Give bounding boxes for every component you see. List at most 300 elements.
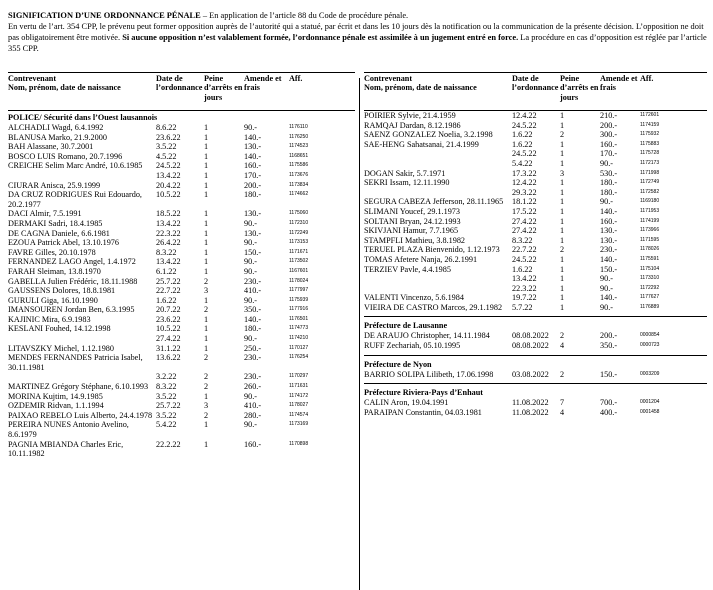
contrevenant-name: SKIVJANI Hamur, 7.7.1965 (364, 226, 459, 236)
table-row (364, 169, 707, 179)
amende-frais: 90.- (244, 257, 257, 267)
contrevenant-name: FARAH Sleiman, 13.8.1970 (8, 266, 101, 276)
ordonnance-date: 5.4.22 (512, 158, 533, 168)
amende-frais: 130.- (244, 228, 262, 238)
table-row (8, 401, 355, 411)
contrevenant-name-empty (364, 188, 512, 198)
table-row (8, 420, 355, 439)
ordonnance-date: 13.6.22 (156, 353, 181, 363)
contrevenant-name-empty (8, 334, 156, 344)
table-row (8, 248, 355, 258)
table-row (8, 142, 355, 152)
affaire-number: 1170898 (289, 440, 309, 447)
table-header-right (364, 73, 707, 111)
peine-jours: 4 (560, 341, 565, 351)
amende-frais: 230.- (600, 245, 618, 255)
ordonnance-date: 5.4.22 (156, 420, 177, 430)
affaire-number: 1172749 (640, 179, 660, 186)
amende-frais: 160.- (600, 139, 618, 149)
table-row (364, 245, 707, 255)
intro-notice (8, 10, 708, 54)
table-row (8, 382, 355, 392)
ordonnance-date: 23.6.22 (156, 132, 181, 142)
ordonnance-date: 25.7.22 (156, 401, 181, 411)
header-contrevenant-label: Contrevenant (8, 74, 57, 83)
table-row (364, 293, 707, 303)
ordonnance-date: 27.4.22 (512, 226, 537, 236)
peine-jours: 2 (560, 331, 565, 341)
affaire-number: 1175932 (640, 131, 660, 138)
amende-frais: 150.- (244, 247, 262, 257)
peine-jours: 1 (204, 170, 209, 180)
peine-jours: 1 (560, 254, 565, 264)
contrevenant-name: RUFF Zechariah, 05.10.1995 (364, 341, 461, 351)
contrevenant-name: MARTINEZ Grégory Stéphane, 6.10.1993 (8, 382, 149, 392)
peine-jours: 3 (204, 401, 209, 411)
peine-jours: 1 (560, 139, 565, 149)
contrevenant-name: MENDES FERNANDES Patricia Isabel, 30.11.1981 (8, 353, 143, 372)
table-subrow (8, 171, 355, 181)
table-row (364, 207, 707, 217)
table-subrow (364, 159, 707, 169)
table-row (8, 152, 355, 162)
peine-jours: 1 (204, 343, 209, 353)
table-subrow (364, 284, 707, 294)
amende-frais: 150.- (600, 264, 618, 274)
affaire-number: 1174773 (289, 325, 309, 332)
header-peine: Peine d’arrêts en jours (204, 74, 243, 102)
table-subrow (8, 372, 355, 382)
contrevenant-name: TOMAS Afetere Nanja, 26.2.1991 (364, 254, 478, 264)
affaire-number: 1172249 (289, 229, 309, 236)
header-peine: Peine d’arrêts en jours (560, 74, 599, 102)
ordonnance-date: 22.7.22 (512, 245, 537, 255)
amende-frais: 180.- (244, 190, 262, 200)
affaire-number: 1172310 (289, 219, 309, 226)
amende-frais: 410.- (244, 286, 262, 296)
contrevenant-name: DOGAN Sakir, 5.7.1971 (364, 168, 446, 178)
table-row (8, 219, 355, 229)
affaire-number: 1174199 (640, 217, 660, 224)
contrevenant-name: SAENZ GONZALEZ Noelia, 3.2.1998 (364, 130, 493, 140)
peine-jours: 3 (560, 168, 565, 178)
table-row (8, 229, 355, 239)
amende-frais: 400.- (600, 407, 618, 417)
contrevenant-name: DERMAKI Sadri, 18.4.1985 (8, 218, 103, 228)
peine-jours: 1 (560, 187, 565, 197)
contrevenant-name-empty (364, 284, 512, 294)
ordonnance-date: 27.4.22 (156, 334, 181, 344)
peine-jours: 2 (204, 410, 209, 420)
ordonnance-date: 3.2.22 (156, 372, 177, 382)
amende-frais: 160.- (244, 161, 262, 171)
contrevenant-name: TERZIEV Pavle, 4.4.1985 (364, 264, 451, 274)
header-contrevenant (364, 74, 512, 110)
contrevenant-name: FERNANDEZ LAGO Angel, 1.4.1972 (8, 257, 136, 267)
contrevenant-name: CIURAR Anisca, 25.9.1999 (8, 180, 101, 190)
peine-jours: 2 (204, 372, 209, 382)
table-subrow (364, 149, 707, 159)
ordonnance-date: 12.4.22 (512, 111, 537, 120)
contrevenant-name: GURULI Giga, 16.10.1990 (8, 295, 98, 305)
amende-frais: 180.- (600, 187, 618, 197)
table-row (8, 353, 355, 372)
affaire-number: 0000723 (640, 342, 660, 349)
table-row (8, 440, 355, 459)
table-row (8, 344, 355, 354)
peine-jours: 1 (204, 391, 209, 401)
affaire-number: 1170297 (289, 373, 309, 380)
amende-frais: 230.- (244, 353, 262, 363)
amende-frais: 180.- (600, 178, 618, 188)
section-title: POLICE/ Sécurité dans l’Ouest lausannois (8, 113, 158, 122)
amende-frais: 160.- (600, 216, 618, 226)
peine-jours: 4 (560, 407, 565, 417)
amende-frais: 230.- (244, 372, 262, 382)
header-aff: Aff. (640, 74, 654, 83)
contrevenant-name: GABELLA Julien Frédéric, 18.11.1988 (8, 276, 138, 286)
table-row (364, 341, 707, 351)
affaire-number: 1169180 (640, 198, 660, 205)
amende-frais: 140.- (600, 254, 618, 264)
affaire-number: 1175591 (640, 255, 660, 262)
contrevenant-name: MORINA Kujtim, 14.9.1985 (8, 391, 103, 401)
affaire-number: 1175104 (640, 265, 660, 272)
peine-jours: 1 (560, 235, 565, 245)
affaire-number: 1174574 (289, 411, 309, 418)
peine-jours: 1 (204, 132, 209, 142)
notice-lead: – En application de l’article 88 du Code de procédure pénale. (200, 11, 409, 20)
table-row (364, 331, 707, 341)
peine-jours: 1 (204, 218, 209, 228)
affaire-number: 1172173 (640, 159, 660, 166)
peine-jours: 1 (560, 158, 565, 168)
ordonnance-date: 8.3.22 (156, 247, 177, 257)
amende-frais: 90.- (244, 295, 257, 305)
peine-jours: 1 (204, 161, 209, 171)
peine-jours: 1 (204, 123, 209, 132)
affaire-number: 1175883 (640, 140, 660, 147)
contrevenant-name: GAUSSENS Dolores, 18.8.1981 (8, 286, 116, 296)
ordonnance-date: 17.3.22 (512, 168, 537, 178)
peine-jours: 1 (204, 334, 209, 344)
amende-frais: 90.- (244, 218, 257, 228)
notice-title: SIGNIFICATION D’UNE ORDONNANCE PÉNALE (8, 11, 201, 20)
table-row (8, 324, 355, 334)
ordonnance-date: 22.3.22 (156, 228, 181, 238)
affaire-number: 0001204 (640, 399, 660, 406)
ordonnance-date: 25.7.22 (156, 276, 181, 286)
contrevenant-name-empty (8, 372, 156, 382)
amende-frais: 350.- (600, 341, 618, 351)
table-row (8, 161, 355, 171)
notice-text-bold: Si aucune opposition n’est valablement formée, l’ordonnance pénale est assimilée à un jugement entré en force. (122, 33, 519, 42)
amende-frais: 90.- (244, 420, 257, 430)
ordonnance-date: 11.08.2022 (512, 398, 549, 408)
amende-frais: 130.- (600, 226, 618, 236)
peine-jours: 7 (560, 398, 565, 408)
amende-frais: 170.- (244, 170, 262, 180)
peine-jours: 2 (560, 369, 565, 379)
ordonnance-date: 1.6.22 (156, 295, 177, 305)
affaire-number: 1171998 (640, 169, 660, 176)
ordonnance-date: 13.4.22 (156, 257, 181, 267)
peine-jours: 2 (204, 305, 209, 315)
notice-text-2: La procédure en cas d’opposition est réglée par l’article 355 CPP. (8, 33, 707, 53)
table-row (364, 370, 707, 380)
ordonnance-date: 3.5.22 (156, 142, 177, 152)
ordonnance-date: 29.3.22 (512, 187, 537, 197)
affaire-number: 1173966 (640, 227, 660, 234)
peine-jours: 1 (204, 247, 209, 257)
table-row (364, 178, 707, 188)
contrevenant-name: POIRIER Sylvie, 21.4.1959 (364, 111, 456, 120)
affaire-number: 1175728 (640, 150, 660, 157)
table-row (8, 133, 355, 143)
table-row (364, 217, 707, 227)
peine-jours: 1 (204, 190, 209, 200)
contrevenant-name: DA CRUZ RODRIGUES Rui Edouardo, 20.2.1977 (8, 190, 142, 209)
table-row (8, 257, 355, 267)
ordonnance-date: 22.2.22 (156, 439, 181, 449)
affaire-number: 1172601 (640, 112, 660, 118)
table-row (364, 130, 707, 140)
peine-jours: 1 (560, 216, 565, 226)
affaire-number: 1176889 (640, 303, 660, 310)
peine-jours: 1 (204, 238, 209, 248)
ordonnance-date: 12.4.22 (512, 178, 537, 188)
amende-frais: 150.- (600, 369, 618, 379)
amende-frais: 90.- (244, 123, 257, 132)
contrevenant-name: CREICHE Selim Marc André, 10.6.1985 (8, 161, 143, 171)
contrevenant-name: PEREIRA NUNES Antonio Avelino, 8.6.1979 (8, 420, 129, 439)
peine-jours: 1 (560, 178, 565, 188)
ordonnance-date: 24.5.22 (512, 149, 537, 159)
ordonnance-date: 03.08.2022 (512, 369, 549, 379)
peine-jours: 1 (204, 209, 209, 219)
header-contrevenant-label: Contrevenant (364, 74, 413, 83)
peine-jours: 1 (560, 226, 565, 236)
peine-jours: 2 (560, 130, 565, 140)
contrevenant-name: FAVRE Gilles, 20.10.1978 (8, 247, 96, 257)
contrevenant-name: VALENTI Vincenzo, 5.6.1984 (364, 293, 464, 303)
peine-jours: 1 (204, 257, 209, 267)
table-subrow (364, 188, 707, 198)
amende-frais: 280.- (244, 410, 262, 420)
table-row (8, 286, 355, 296)
table-row (8, 190, 355, 209)
amende-frais: 90.- (244, 391, 257, 401)
amende-frais: 90.- (600, 197, 613, 207)
amende-frais: 250.- (244, 343, 262, 353)
header-aff: Aff. (289, 74, 303, 83)
affaire-number: 1177627 (640, 294, 660, 301)
peine-jours: 3 (204, 286, 209, 296)
left-table-body (8, 113, 355, 459)
table-row (364, 226, 707, 236)
contrevenant-name: PAGNIA MBIANDA Charles Eric, 10.11.1982 (8, 439, 124, 459)
peine-jours: 2 (560, 245, 565, 255)
contrevenant-name-empty (364, 149, 512, 159)
header-amende: Amende et frais (600, 74, 638, 93)
amende-frais: 300.- (600, 130, 618, 140)
contrevenant-name: VIEIRA DE CASTRO Marcos, 29.1.1982 (364, 302, 503, 312)
table-row (8, 267, 355, 277)
amende-frais: 200.- (600, 331, 618, 341)
table-header-left (8, 73, 355, 111)
ordonnance-date: 3.5.22 (156, 391, 177, 401)
table-row (8, 392, 355, 402)
header-nom-label: Nom, prénom, date de naissance (8, 83, 121, 93)
amende-frais: 90.- (244, 266, 257, 276)
amende-frais: 700.- (600, 398, 618, 408)
ordonnance-date: 24.5.22 (156, 161, 181, 171)
ordonnance-date: 18.1.22 (512, 197, 537, 207)
affaire-number: 1176501 (289, 315, 309, 322)
peine-jours: 1 (560, 111, 565, 120)
table-row (364, 408, 707, 418)
amende-frais: 140.- (244, 132, 262, 142)
amende-frais: 140.- (600, 293, 618, 303)
section-title: Préfecture Riviera-Pays d’Enhaut (364, 383, 707, 398)
contrevenant-name: BARRIO SOLIPA Lilibeth, 17.06.1998 (364, 369, 494, 379)
contrevenant-name: PARAIPAN Constantin, 04.03.1981 (364, 407, 482, 417)
affaire-number: 1174523 (289, 143, 309, 150)
table-row (364, 398, 707, 408)
contrevenant-name: CALIN Aron, 19.04.1991 (364, 398, 449, 408)
peine-jours: 1 (560, 197, 565, 207)
table-subrow (364, 274, 707, 284)
section-title: Préfecture de Lausanne (364, 316, 707, 331)
peine-jours: 1 (204, 314, 209, 324)
peine-jours: 1 (560, 149, 565, 159)
affaire-number: 1171631 (289, 383, 309, 390)
ordonnance-date: 22.7.22 (156, 286, 181, 296)
affaire-number: 1173502 (289, 258, 309, 265)
table-row (8, 296, 355, 306)
peine-jours: 1 (560, 120, 565, 130)
amende-frais: 140.- (244, 151, 262, 161)
contrevenant-name-empty (364, 274, 512, 284)
amende-frais: 90.- (600, 302, 613, 312)
ordonnance-date: 10.5.22 (156, 324, 181, 334)
ordonnance-date: 13.4.22 (156, 218, 181, 228)
ordonnance-date: 27.4.22 (512, 216, 537, 226)
amende-frais: 90.- (600, 274, 613, 284)
table-subrow (8, 334, 355, 344)
table-row (8, 123, 355, 133)
affaire-number: 1171595 (640, 236, 660, 243)
affaire-number: 1173169 (289, 421, 309, 428)
affaire-number: 1177997 (289, 287, 309, 294)
affaire-number: 1175939 (289, 296, 309, 303)
amende-frais: 130.- (244, 209, 262, 219)
amende-frais: 200.- (600, 120, 618, 130)
peine-jours: 2 (204, 353, 209, 363)
contrevenant-name: SEGURA CABEZA Jefferson, 28.11.1965 (364, 197, 504, 207)
table-row (8, 315, 355, 325)
amende-frais: 410.- (244, 401, 262, 411)
ordonnance-date: 1.6.22 (512, 264, 533, 274)
amende-frais: 90.- (600, 283, 613, 293)
amende-frais: 170.- (600, 149, 618, 159)
affaire-number: 1170127 (289, 344, 309, 351)
contrevenant-name: ALCHADLI Wagd, 6.4.1992 (8, 123, 104, 132)
contrevenant-name: EZOUA Patrick Abel, 13.10.1976 (8, 238, 119, 248)
ordonnance-date: 20.4.22 (156, 180, 181, 190)
affaire-number: 1178027 (289, 402, 309, 409)
peine-jours: 1 (560, 206, 565, 216)
affaire-number: 1171953 (640, 207, 660, 214)
affaire-number: 1172582 (640, 188, 660, 195)
peine-jours: 1 (204, 151, 209, 161)
ordonnance-date: 8.6.22 (156, 123, 177, 132)
contrevenant-name: DE ARAUJO Christopher, 14.11.1984 (364, 331, 490, 341)
peine-jours: 1 (560, 264, 565, 274)
section-title: Préfecture de Nyon (364, 355, 707, 370)
ordonnance-date: 3.5.22 (156, 410, 177, 420)
ordonnance-date: 8.3.22 (156, 382, 177, 392)
peine-jours: 1 (204, 142, 209, 152)
amende-frais: 260.- (244, 382, 262, 392)
table-row (8, 277, 355, 287)
ordonnance-date: 19.7.22 (512, 293, 537, 303)
ordonnance-date: 20.7.22 (156, 305, 181, 315)
amende-frais: 530.- (600, 168, 618, 178)
ordonnance-date: 08.08.2022 (512, 331, 549, 341)
affaire-number: 0003209 (640, 370, 660, 377)
contrevenant-name-empty (8, 171, 156, 181)
peine-jours: 1 (204, 180, 209, 190)
affaire-number: 1175586 (289, 162, 309, 169)
header-contrevenant (8, 74, 156, 110)
affaire-number: 1172292 (640, 284, 660, 291)
ordonnance-date: 26.4.22 (156, 238, 181, 248)
amende-frais: 160.- (244, 439, 262, 449)
table-row (364, 255, 707, 265)
peine-jours: 1 (204, 324, 209, 334)
ordonnance-date: 1.6.22 (512, 130, 533, 140)
affaire-number: 1174210 (289, 335, 309, 342)
ordonnance-date: 5.7.22 (512, 302, 533, 312)
contrevenant-name: SEKRI Issam, 12.11.1990 (364, 178, 450, 188)
peine-jours: 1 (560, 274, 565, 284)
affaire-number: 1175060 (289, 210, 309, 217)
table-row (8, 238, 355, 248)
affaire-number: 1174159 (640, 121, 660, 128)
contrevenant-name: KAJINIC Mira, 6.9.1983 (8, 314, 91, 324)
ordonnance-date: 18.5.22 (156, 209, 181, 219)
affaire-number: 1174662 (289, 191, 309, 198)
notice-text-1: En vertu de l’art. 354 CPP, le prévenu peut former opposition auprès de l’autorité qui a statué, par écrit et dans les 10 jours dès la notification ou la communication de la présente décision. L’opposition ne doit pas obligatoirement être motivée. (8, 22, 704, 42)
ordonnance-date: 4.5.22 (156, 151, 177, 161)
affaire-number: 1167601 (289, 267, 309, 274)
ordonnance-date: 1.6.22 (512, 139, 533, 149)
ordonnance-date: 6.1.22 (156, 266, 177, 276)
ordonnance-date: 11.08.2022 (512, 407, 549, 417)
ordonnance-date: 22.3.22 (512, 283, 537, 293)
header-amende: Amende et frais (244, 74, 282, 93)
column-separator (359, 78, 360, 590)
contrevenant-name: SOLTANI Bryan, 24.12.1993 (364, 216, 461, 226)
affaire-number: 0000854 (640, 332, 660, 339)
amende-frais: 130.- (244, 142, 262, 152)
contrevenant-name: TERUEL PLAZA Bienvenido, 1.12.1973 (364, 245, 500, 255)
intro-paragraph-1 (8, 10, 708, 21)
ordonnance-date: 23.6.22 (156, 314, 181, 324)
ordonnance-date: 24.5.22 (512, 120, 537, 130)
contrevenant-name: BOSCO LUIS Romano, 20.7.1996 (8, 151, 123, 161)
